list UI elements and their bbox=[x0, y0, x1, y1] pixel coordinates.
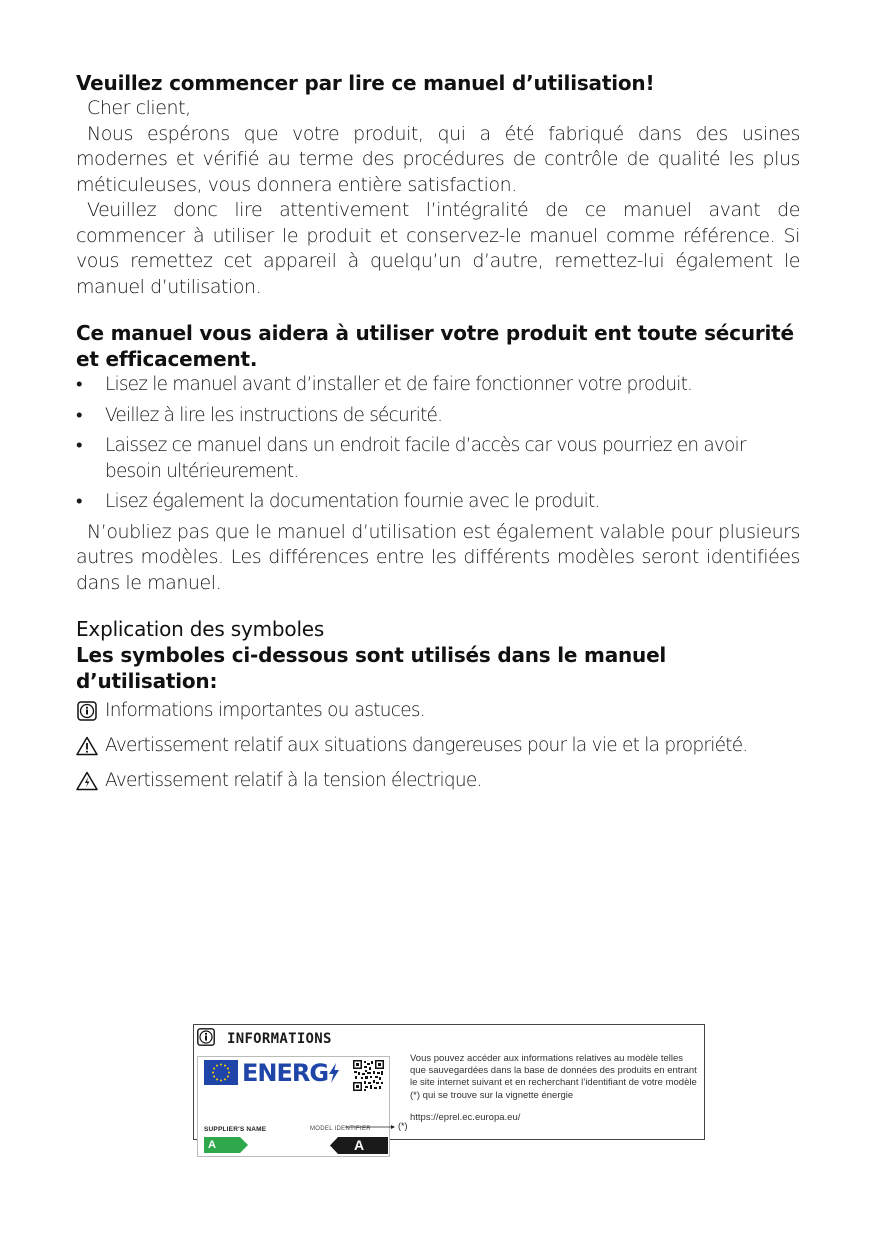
supplier-name-label: SUPPLIER'S NAME bbox=[204, 1126, 267, 1133]
eu-flag-icon bbox=[204, 1060, 238, 1085]
eprel-link[interactable]: https://eprel.ec.europa.eu/ bbox=[410, 1111, 521, 1123]
energy-class-scale-arrow: A bbox=[204, 1137, 248, 1153]
info-icon bbox=[197, 1028, 215, 1051]
energy-info-box bbox=[193, 1024, 705, 1153]
info-box-text bbox=[410, 1053, 700, 1124]
symbol-text-warning: Avertissement relatif aux situations dangereuses pour la vie et la propriété. bbox=[105, 735, 748, 756]
models-note: N’oubliez pas que le manuel d’utilisation est également valable pour plusieurs autres modèles. Les différences entre les différents modèles seront identifiées dans le manuel. bbox=[76, 520, 800, 594]
list-item: • Lisez le manuel avant d’installer et de faire fonctionner votre produit. bbox=[76, 374, 693, 395]
intro-paragraph-2: Veuillez donc lire attentivement l’intégralité de ce manuel avant de commencer à utiliser le produit et conservez-le manuel comme référence. Si vous remettez cet appareil à quelqu’un d’autre, remettez-lui également le manuel d’utilisation. bbox=[76, 199, 800, 298]
symbols-heading: Explication des symboles bbox=[76, 617, 325, 641]
symbol-text-info: Informations importantes ou astuces. bbox=[105, 700, 425, 721]
symbol-row-electric bbox=[76, 768, 800, 793]
list-item: • Laissez ce manuel dans un endroit facile d’accès car vous pourriez en avoir besoin ultérieurement. bbox=[76, 435, 746, 482]
symbol-row-info bbox=[76, 698, 800, 723]
info-box-header bbox=[194, 1025, 704, 1053]
symbols-subheading: Les symboles ci-dessous sont utilisés dans le manuel d’utilisation: bbox=[76, 643, 667, 693]
help-bullet-list bbox=[76, 372, 800, 515]
greeting: Cher client, bbox=[87, 97, 191, 119]
energy-label-card bbox=[197, 1056, 390, 1157]
symbol-text-electric: Avertissement relatif à la tension électrique. bbox=[105, 770, 482, 791]
help-heading: Ce manuel vous aidera à utiliser votre produit ent toute sécurité et efficacement. bbox=[76, 321, 794, 371]
intro-heading: Veuillez commencer par lire ce manuel d’utilisation! bbox=[76, 71, 655, 95]
warning-icon bbox=[76, 735, 98, 757]
intro-paragraph-1: Nous espérons que votre produit, qui a été fabriqué dans des usines modernes et vérifié au terme des procédures de contrôle de qualité les plus méticuleuses, vous donnera entière satisfaction. bbox=[76, 122, 800, 196]
list-item: • Lisez également la documentation fournie avec le produit. bbox=[76, 491, 600, 512]
info-box-title: INFORMATIONS bbox=[227, 1031, 332, 1047]
info-box-description: Vous pouvez accéder aux informations relatives au modèle telles que sauvegardées dans la base de données des produits en entrant le site internet suivant et en recherchant l’identifiant de votre modèle (*) qui se trouve sur la vignette énergie bbox=[410, 1053, 697, 1101]
energy-class-indicator: A bbox=[330, 1137, 388, 1154]
symbol-row-warning bbox=[76, 733, 800, 758]
electric-warning-icon bbox=[76, 770, 98, 792]
qr-code-icon bbox=[353, 1060, 384, 1091]
info-icon bbox=[76, 700, 98, 722]
asterisk-marker: (*) bbox=[398, 1121, 408, 1131]
page-content bbox=[76, 70, 800, 803]
list-item: • Veillez à lire les instructions de sécurité. bbox=[76, 404, 443, 426]
energy-logo-text: ENERG bbox=[242, 1060, 340, 1086]
model-identifier-label: MODEL IDENTIFIER bbox=[310, 1126, 371, 1132]
model-pointer-line bbox=[389, 1126, 395, 1128]
